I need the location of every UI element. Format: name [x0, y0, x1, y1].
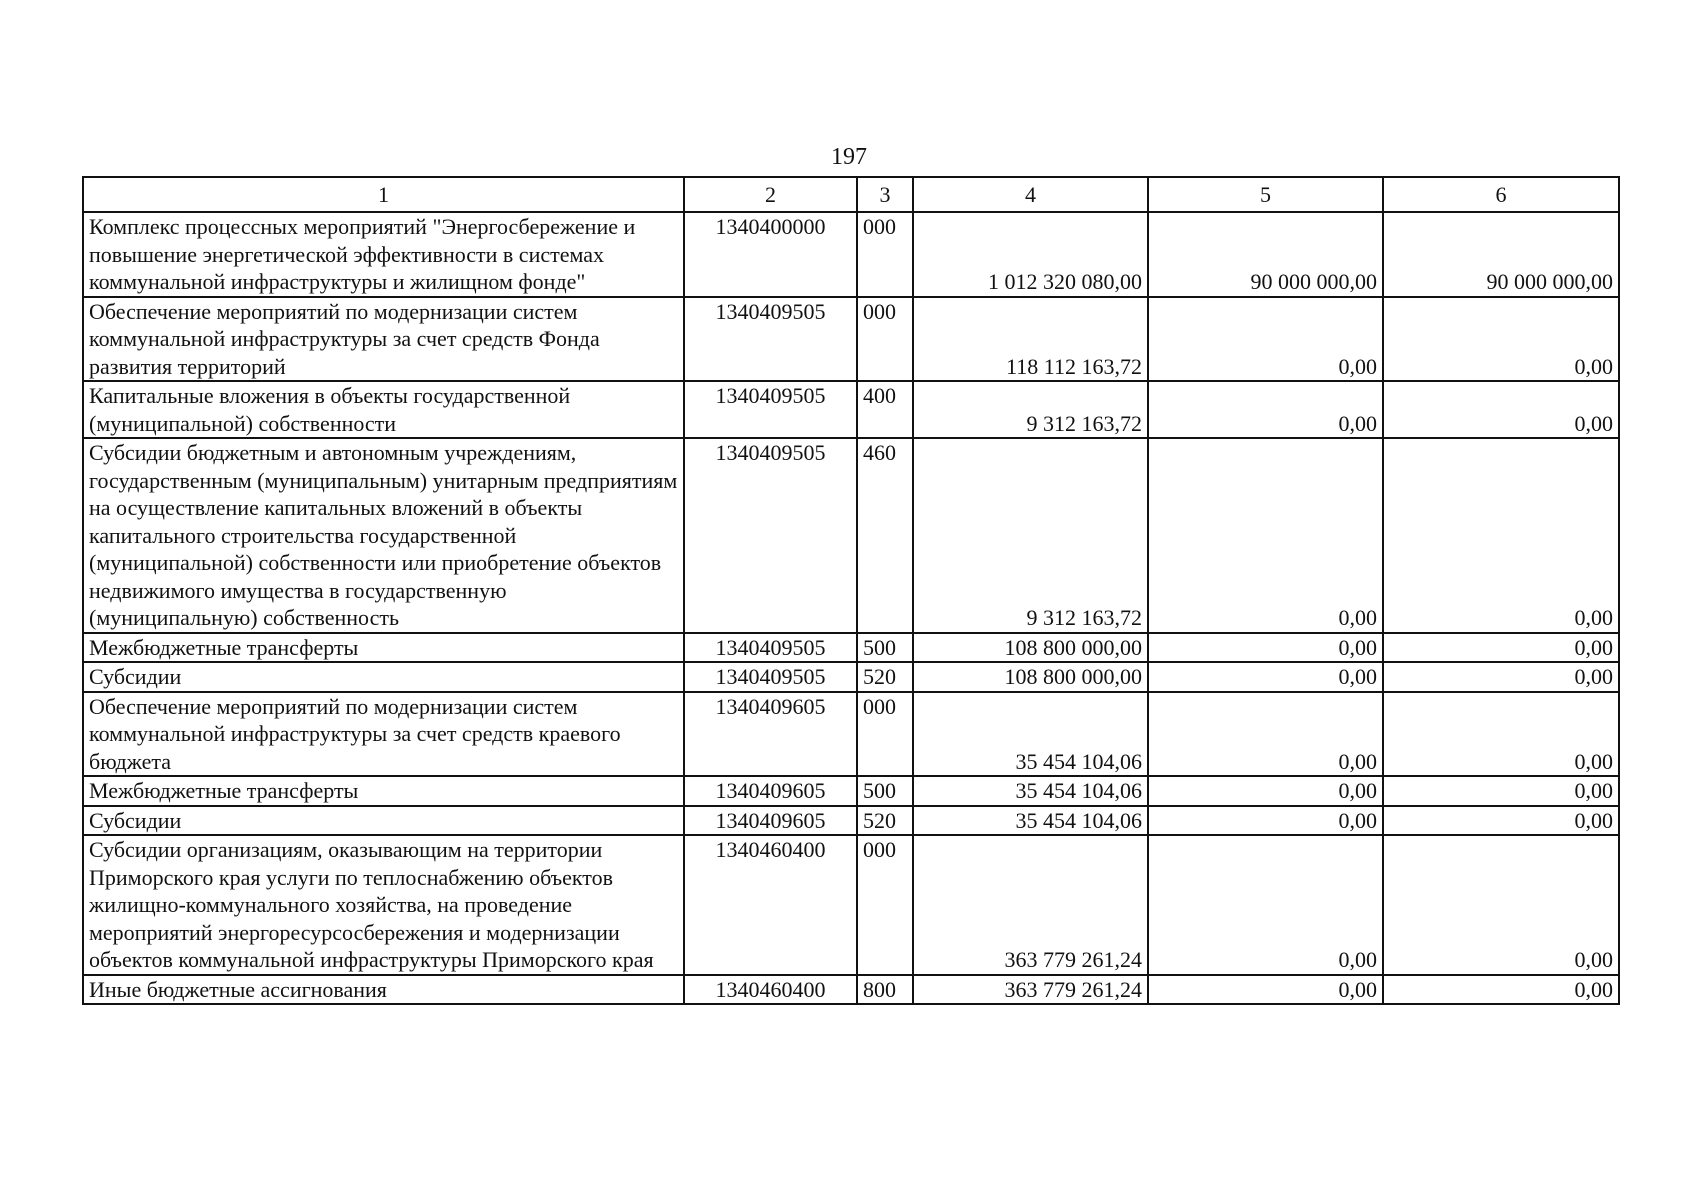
- table-body: [83, 212, 1619, 1004]
- row-expense-type: 520: [857, 806, 913, 836]
- row-amount-col4: 9 312 163,72: [913, 381, 1148, 438]
- row-code: 1340400000: [684, 212, 857, 297]
- table-row: [83, 381, 1619, 438]
- row-amount-col6: 0,00: [1383, 975, 1619, 1005]
- row-amount-col4: 35 454 104,06: [913, 776, 1148, 806]
- row-expense-type: 000: [857, 297, 913, 382]
- column-header-6: 6: [1383, 177, 1619, 212]
- row-code: 1340409505: [684, 633, 857, 663]
- row-amount-col6: 0,00: [1383, 806, 1619, 836]
- row-expense-type: 500: [857, 776, 913, 806]
- header-row: [83, 177, 1619, 212]
- row-amount-col6: 0,00: [1383, 692, 1619, 777]
- row-amount-col6: 0,00: [1383, 633, 1619, 663]
- row-expense-type: 800: [857, 975, 913, 1005]
- row-amount-col5: 0,00: [1148, 381, 1383, 438]
- row-name: Обеспечение мероприятий по модернизации систем коммунальной инфраструктуры за счет средств Фонда развития территорий: [83, 297, 684, 382]
- table-row: [83, 633, 1619, 663]
- row-name: Субсидии: [83, 662, 684, 692]
- column-header-2: 2: [684, 177, 857, 212]
- row-expense-type: 000: [857, 212, 913, 297]
- row-expense-type: 400: [857, 381, 913, 438]
- row-amount-col5: 0,00: [1148, 633, 1383, 663]
- row-amount-col5: 90 000 000,00: [1148, 212, 1383, 297]
- table-header: [83, 177, 1619, 212]
- row-name: Субсидии бюджетным и автономным учреждениям, государственным (муниципальным) унитарным предприятиям на осуществление капитальных вложений в объекты капитального строительства государственной (муниципальной) собственности или приобретение объектов недвижимого имущества в государственную (муниципальную) собственность: [83, 438, 684, 633]
- table-row: [83, 212, 1619, 297]
- row-amount-col5: 0,00: [1148, 975, 1383, 1005]
- row-amount-col5: 0,00: [1148, 776, 1383, 806]
- row-code: 1340409505: [684, 297, 857, 382]
- row-amount-col5: 0,00: [1148, 297, 1383, 382]
- table-row: [83, 438, 1619, 633]
- row-code: 1340409505: [684, 438, 857, 633]
- row-name: Обеспечение мероприятий по модернизации систем коммунальной инфраструктуры за счет средств краевого бюджета: [83, 692, 684, 777]
- row-name: Межбюджетные трансферты: [83, 776, 684, 806]
- row-amount-col6: 0,00: [1383, 835, 1619, 975]
- row-amount-col6: 0,00: [1383, 381, 1619, 438]
- row-name: Капитальные вложения в объекты государственной (муниципальной) собственности: [83, 381, 684, 438]
- row-amount-col4: 108 800 000,00: [913, 662, 1148, 692]
- row-amount-col6: 0,00: [1383, 438, 1619, 633]
- row-code: 1340409605: [684, 692, 857, 777]
- row-name: Иные бюджетные ассигнования: [83, 975, 684, 1005]
- row-code: 1340460400: [684, 835, 857, 975]
- column-header-5: 5: [1148, 177, 1383, 212]
- column-header-1: 1: [83, 177, 684, 212]
- table-row: [83, 806, 1619, 836]
- row-name: Комплекс процессных мероприятий "Энергосбережение и повышение энергетической эффективности в системах коммунальной инфраструктуры и жилищном фонде": [83, 212, 684, 297]
- row-amount-col6: 0,00: [1383, 776, 1619, 806]
- row-amount-col4: 9 312 163,72: [913, 438, 1148, 633]
- row-amount-col5: 0,00: [1148, 692, 1383, 777]
- table-row: [83, 297, 1619, 382]
- table-row: [83, 776, 1619, 806]
- row-amount-col4: 363 779 261,24: [913, 975, 1148, 1005]
- row-amount-col5: 0,00: [1148, 835, 1383, 975]
- row-code: 1340409605: [684, 806, 857, 836]
- row-amount-col4: 35 454 104,06: [913, 806, 1148, 836]
- table-row: [83, 835, 1619, 975]
- row-amount-col5: 0,00: [1148, 806, 1383, 836]
- page-number: 197: [831, 144, 867, 170]
- row-code: 1340409505: [684, 381, 857, 438]
- row-amount-col4: 108 800 000,00: [913, 633, 1148, 663]
- row-amount-col6: 0,00: [1383, 297, 1619, 382]
- row-name: Субсидии: [83, 806, 684, 836]
- row-expense-type: 000: [857, 692, 913, 777]
- row-amount-col4: 35 454 104,06: [913, 692, 1148, 777]
- row-expense-type: 460: [857, 438, 913, 633]
- row-amount-col4: 118 112 163,72: [913, 297, 1148, 382]
- row-code: 1340409605: [684, 776, 857, 806]
- row-name: Субсидии организациям, оказывающим на территории Приморского края услуги по теплоснабжению объектов жилищно-коммунального хозяйства, на проведение мероприятий энергоресурсосбережения и модернизации объектов коммунальной инфраструктуры Приморского края: [83, 835, 684, 975]
- row-expense-type: 000: [857, 835, 913, 975]
- row-amount-col5: 0,00: [1148, 438, 1383, 633]
- row-amount-col6: 0,00: [1383, 662, 1619, 692]
- column-header-3: 3: [857, 177, 913, 212]
- row-amount-col5: 0,00: [1148, 662, 1383, 692]
- budget-table: [82, 176, 1620, 1005]
- table-row: [83, 662, 1619, 692]
- column-header-4: 4: [913, 177, 1148, 212]
- row-expense-type: 520: [857, 662, 913, 692]
- row-code: 1340460400: [684, 975, 857, 1005]
- table-row: [83, 975, 1619, 1005]
- table-row: [83, 692, 1619, 777]
- row-expense-type: 500: [857, 633, 913, 663]
- row-amount-col6: 90 000 000,00: [1383, 212, 1619, 297]
- row-name: Межбюджетные трансферты: [83, 633, 684, 663]
- row-amount-col4: 1 012 320 080,00: [913, 212, 1148, 297]
- row-code: 1340409505: [684, 662, 857, 692]
- row-amount-col4: 363 779 261,24: [913, 835, 1148, 975]
